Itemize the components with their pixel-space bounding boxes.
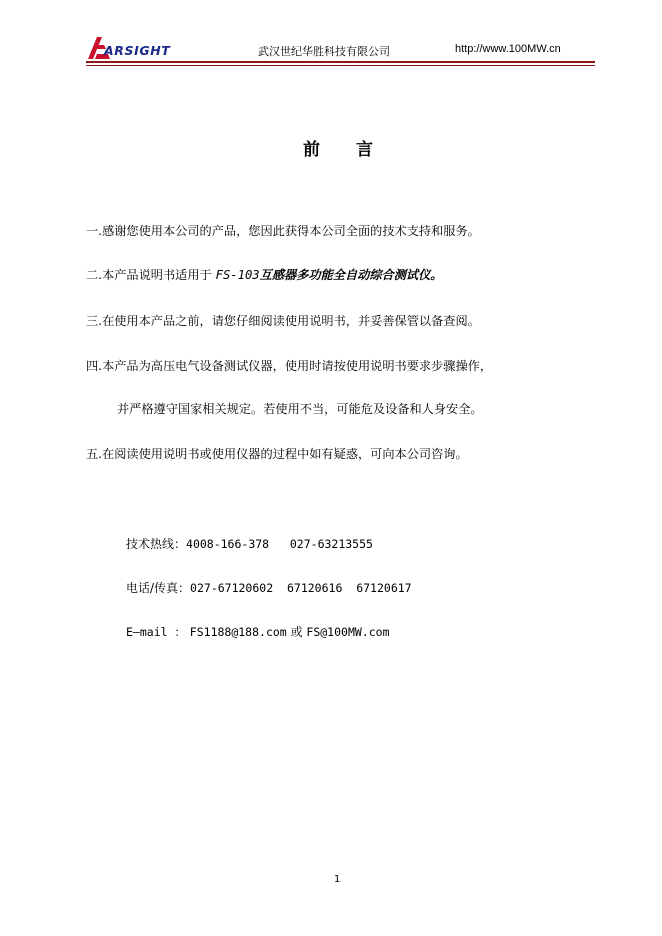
- page-number: 1: [334, 874, 341, 885]
- product-name: 互感器多功能全自动综合测试仪。: [259, 268, 443, 282]
- hotline-label: 技术热线：: [126, 537, 187, 551]
- product-model: FS-103: [215, 268, 260, 282]
- preface-item-3: [86, 312, 480, 329]
- item-text: 感谢您使用本公司的产品，您因此获得本公司全面的技术支持和服务。: [102, 224, 480, 238]
- hotline-value: 4008-166-378 027-63213555: [186, 537, 373, 551]
- contact-email: [126, 623, 390, 640]
- product-title: [216, 268, 443, 282]
- item-text: 在使用本产品之前，请您仔细阅读使用说明书，并妥善保管以备查阅。: [102, 314, 480, 328]
- phone-label: 电话/传真：: [126, 581, 191, 595]
- item-number: 四.: [86, 359, 103, 373]
- header-divider-thin: [86, 65, 595, 66]
- item-text: 本产品为高压电气设备测试仪器，使用时请按使用说明书要求步骤操作，: [102, 359, 493, 373]
- email-or: 或: [290, 625, 303, 639]
- preface-item-2: [86, 266, 442, 283]
- logo-text: ARSIGHT: [104, 43, 171, 58]
- email-label: E—mail ：: [126, 625, 186, 639]
- page-title: 前言: [303, 140, 409, 160]
- phone-value: 027-67120602 67120616 67120617: [190, 581, 412, 595]
- header-divider: [86, 61, 595, 63]
- item-number: 三.: [86, 314, 103, 328]
- item-text: 在阅读使用说明书或使用仪器的过程中如有疑惑，可向本公司咨询。: [102, 447, 468, 461]
- preface-item-4-continuation: 并严格遵守国家相关规定。若使用不当，可能危及设备和人身安全。: [117, 402, 483, 416]
- item-number: 五.: [86, 447, 103, 461]
- preface-item-1: [86, 222, 480, 239]
- email-address-2[interactable]: FS@100MW.com: [306, 625, 390, 639]
- website-url[interactable]: http://www.100MW.cn: [455, 43, 561, 55]
- page-header: [86, 30, 596, 70]
- item-number: 二.: [86, 268, 103, 282]
- item-text: 本产品说明书适用于: [102, 268, 212, 282]
- item-number: 一.: [86, 224, 103, 238]
- contact-hotline: [126, 535, 373, 552]
- preface-item-4: [86, 357, 492, 374]
- email-address-1[interactable]: FS1188@188.com: [189, 625, 287, 639]
- preface-item-5: [86, 445, 468, 462]
- contact-phone-fax: [126, 579, 412, 596]
- company-logo: [86, 35, 186, 61]
- company-name: 武汉世纪华胜科技有限公司: [258, 45, 390, 58]
